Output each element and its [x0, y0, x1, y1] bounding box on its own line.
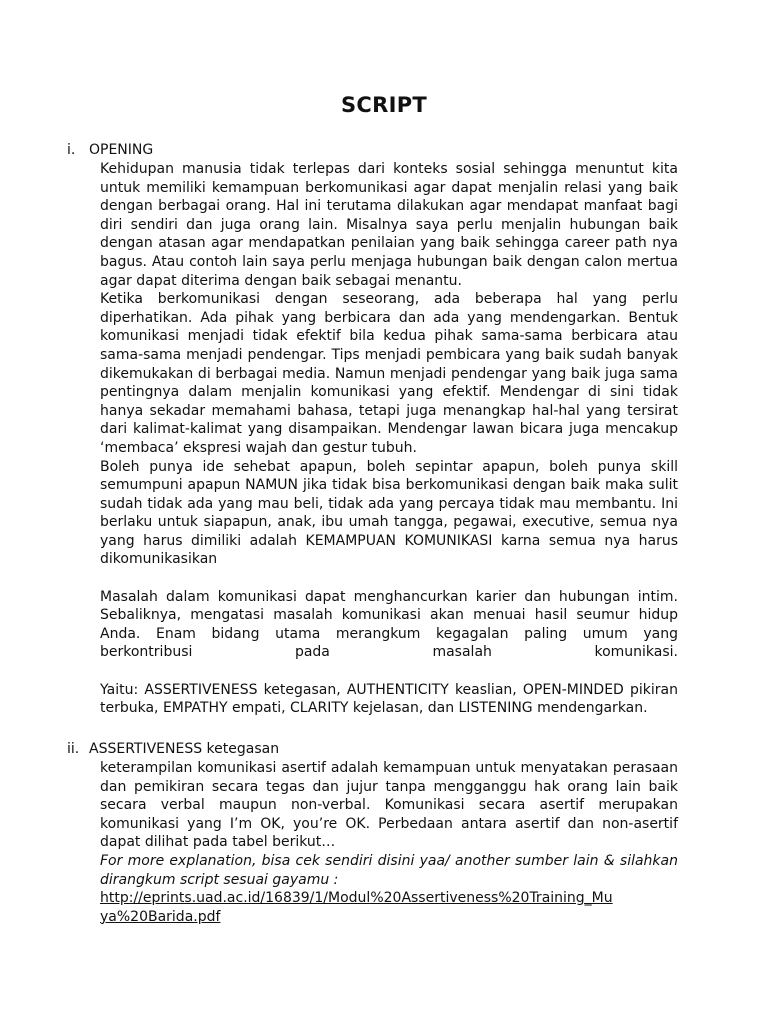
paragraph: keterampilan komunikasi asertif adalah kemampuan untuk menyatakan perasaan dan pemikiran secara tegas dan jujur tanpa mengganggu hak orang lain baik secara verbal maupun non-verbal. Komunikasi secara asertif merupakan komunikasi yang I’m OK, you’re OK. Perbedaan antara asertif dan non-asertif dapat dilihat pada tabel berikut…	[100, 760, 678, 851]
paragraph: Yaitu: ASSERTIVENESS ketegasan, AUTHENTICITY keaslian, OPEN-MINDED pikiran terbuka, EMPATHY empati, CLARITY kejelasan, dan LISTENING mendengarkan.	[100, 681, 678, 717]
paragraph: Kehidupan manusia tidak terlepas dari konteks sosial sehingga menuntut kita untuk memiliki kemampuan berkomunikasi agar dapat menjalin relasi yang baik dengan berbagai orang. Hal ini terutama dilakukan agar mendapat manfaat bagi diri sendiri dan juga orang lain. Misalnya saya perlu menjalin hubungan baik dengan atasan agar mendapatkan penilaian yang baik sehingga career path nya bagus. Atau contoh lain saya perlu menjaga hubungan baik dengan calon mertua agar dapat diterima dengan baik sebagai menantu.	[100, 161, 678, 289]
section-heading-opening	[67, 141, 153, 160]
paragraph: Boleh punya ide sehebat apapun, boleh sepintar apapun, boleh punya skill semumpuni apapun NAMUN jika tidak bisa berkomunikasi dengan baik maka sulit sudah tidak ada yang mau beli, tidak ada yang percaya tidak mau membantu. Ini berlaku untuk siapapun, anak, ibu umah tangga, pegawai, executive, semua nya yang harus dimiliki adalah KEMAMPUAN KOMUNIKASI karna semua nya harus dikomunikasikan	[100, 458, 678, 568]
section-heading-assertiveness	[67, 740, 279, 759]
section-body-opening	[100, 160, 678, 718]
paragraph: Ketika berkomunikasi dengan seseorang, ada beberapa hal yang perlu diperhatikan. Ada pihak yang berbicara dan ada yang mendengarkan. Bentuk komunikasi menjadi tidak efektif bila kedua pihak sama-sama berbicara atau sama-sama menjadi pendengar. Tips menjadi pembicara yang baik sudah banyak dikemukakan di berbagai media. Namun menjadi pendengar yang baik juga sama pentingnya dalam menjalin komunikasi yang efektif. Mendengar di sini tidak hanya sekadar memahami bahasa, tetapi juga menangkap hal-hal yang tersirat dari kalimat-kalimat yang disampaikan. Mendengar lawan bicara juga mencakup ‘membaca’ ekspresi wajah dan gestur tubuh.	[100, 291, 678, 456]
section-title: OPENING	[89, 142, 154, 158]
section-body-assertiveness	[100, 759, 678, 926]
section-number: ii.	[67, 741, 80, 757]
paragraph: Masalah dalam komunikasi dapat menghancurkan karier dan hubungan intim. Sebaliknya, mengatasi masalah komunikasi akan menuai hasil seumur hidup Anda. Enam bidang utama merangkum kegagalan paling umum yang berkontribusi pada masalah komunikasi.	[100, 588, 678, 661]
note-text: For more explanation, bisa cek sendiri disini yaa/ another sumber lain & silahkan dirangkum script sesuai gayamu :	[100, 852, 678, 888]
section-title: ASSERTIVENESS ketegasan	[89, 741, 280, 757]
reference-link[interactable]: http://eprints.uad.ac.id/16839/1/Modul%20Assertiveness%20Training_Muya%20Barida.pdf	[100, 890, 613, 925]
page-title: SCRIPT	[340, 93, 428, 117]
section-number: i.	[67, 142, 76, 158]
